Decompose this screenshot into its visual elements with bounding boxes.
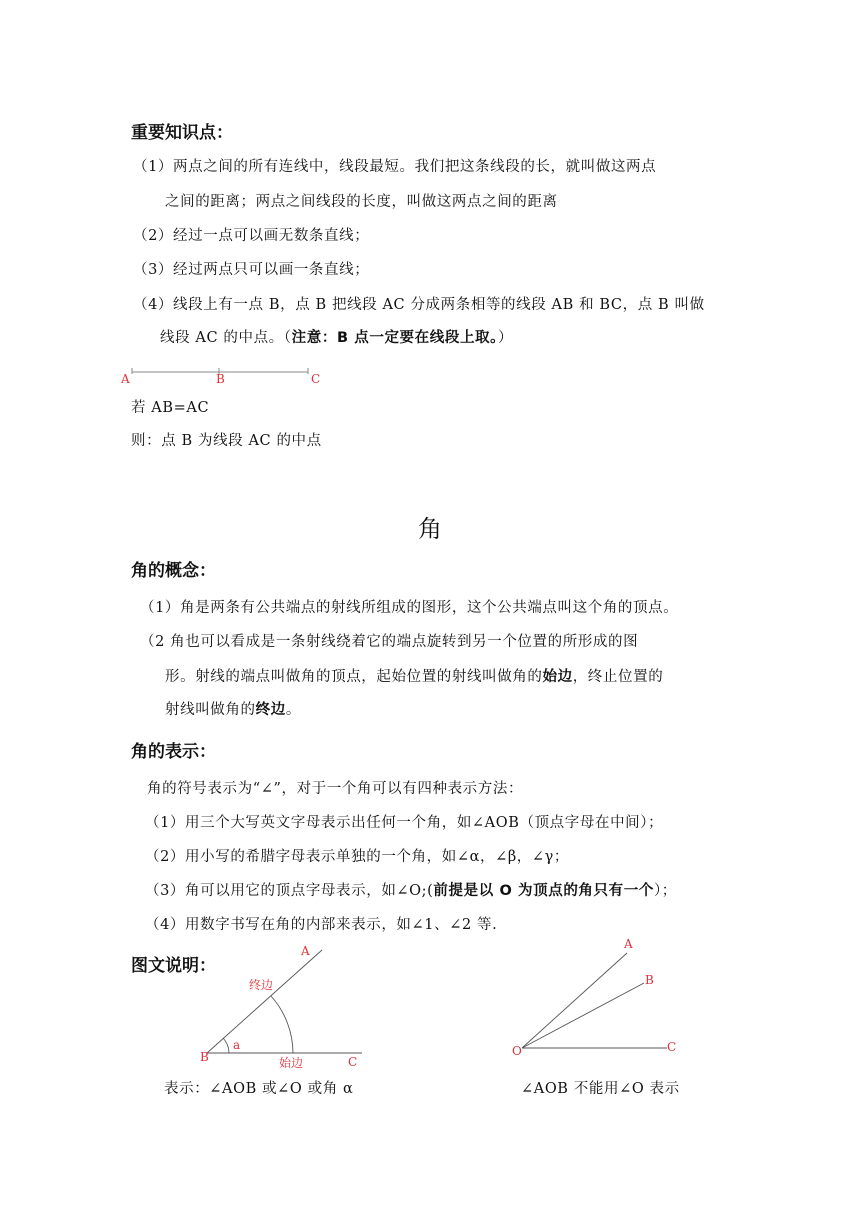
representation-3-premise: 前提是以 O 为顶点的角只有一个 bbox=[433, 883, 654, 899]
section-heading-angle-concept: 角的概念： bbox=[131, 561, 216, 581]
point-3: （3）经过两点只可以画一条直线； bbox=[133, 262, 370, 278]
segment-label-b: B bbox=[216, 372, 225, 386]
concept-2-text-c: 射线叫做角的 bbox=[165, 702, 256, 718]
concept-1: （1）角是两条有公共端点的射线所组成的图形，这个公共端点叫这个角的顶点。 bbox=[140, 600, 679, 616]
segment-label-c: C bbox=[311, 372, 321, 386]
concept-2-text-a: 形。射线的端点叫做角的顶点，起始位置的射线叫做角的 bbox=[165, 669, 543, 685]
fig1-label-a: A bbox=[301, 944, 310, 958]
section-heading-key-points: 重要知识点： bbox=[131, 123, 233, 143]
point-2: （2）经过一点可以画无数条直线； bbox=[133, 228, 370, 244]
fig2-label-o: O bbox=[512, 1044, 522, 1058]
point-1-line-2: 之间的距离；两点之间线段的长度，叫做这两点之间的距离 bbox=[165, 194, 558, 210]
then-conclusion: 则：点 B 为线段 AC 的中点 bbox=[131, 433, 322, 449]
fig2-label-a: A bbox=[624, 937, 633, 951]
angle-figure-1 bbox=[207, 950, 362, 1053]
section-heading-angle-representation: 角的表示： bbox=[131, 742, 216, 762]
fig2-label-c: C bbox=[667, 1040, 677, 1054]
fig2-label-b: B bbox=[645, 973, 654, 987]
point-4-text: 线段 AC 的中点。（ bbox=[160, 330, 292, 346]
concept-2-start-side: 始边 bbox=[542, 669, 573, 685]
point-1-line-1: （1）两点之间的所有连线中，线段最短。我们把这条线段的长，就叫做这两点 bbox=[133, 159, 657, 175]
representation-4: （4）用数字书写在角的内部来表示，如∠1、∠2 等. bbox=[145, 917, 498, 933]
concept-2-line-2 bbox=[165, 665, 663, 686]
representation-3-text-b: ）； bbox=[653, 883, 677, 899]
segment-label-a: A bbox=[121, 372, 130, 386]
concept-2-text-d: 。 bbox=[285, 702, 301, 718]
representation-intro: 角的符号表示为“∠”，对于一个角可以有四种表示方法： bbox=[147, 781, 524, 797]
concept-2-line-1: （2 角也可以看成是一条射线绕着它的端点旋转到另一个位置的所形成的图 bbox=[140, 634, 639, 650]
point-4-end: ） bbox=[498, 330, 514, 346]
fig1-label-alpha: a bbox=[233, 1038, 241, 1052]
section-heading-figures: 图文说明： bbox=[131, 956, 216, 976]
representation-3-text-a: （3）角可以用它的顶点字母表示，如∠O;( bbox=[145, 883, 434, 899]
representation-3 bbox=[145, 879, 677, 900]
fig1-label-start-side: 始边 bbox=[279, 1056, 304, 1070]
fig1-label-b: B bbox=[200, 1050, 209, 1064]
section-title-angle: 角 bbox=[418, 515, 442, 543]
angle-figure-2 bbox=[522, 953, 667, 1048]
fig1-label-c: C bbox=[348, 1055, 358, 1069]
fig1-caption: 表示：∠AOB 或∠O 或角 α bbox=[164, 1081, 354, 1097]
if-condition: 若 AB=AC bbox=[131, 400, 210, 416]
representation-2: （2）用小写的希腊字母表示单独的一个角，如∠α，∠β，∠γ； bbox=[145, 849, 570, 865]
point-4-note: 注意：B 点一定要在线段上取。 bbox=[291, 330, 498, 346]
fig1-label-end-side: 终边 bbox=[249, 978, 274, 992]
concept-2-text-b: ，终止位置的 bbox=[572, 669, 664, 685]
concept-2-end-side: 终边 bbox=[255, 702, 286, 718]
concept-2-line-3 bbox=[165, 698, 301, 719]
fig2-caption: ∠AOB 不能用∠O 表示 bbox=[521, 1081, 680, 1097]
representation-1: （1）用三个大写英文字母表示出任何一个角，如∠AOB（顶点字母在中间）； bbox=[145, 815, 664, 831]
point-4-line-1: （4）线段上有一点 B，点 B 把线段 AC 分成两条相等的线段 AB 和 BC，点 B 叫做 bbox=[133, 297, 705, 313]
